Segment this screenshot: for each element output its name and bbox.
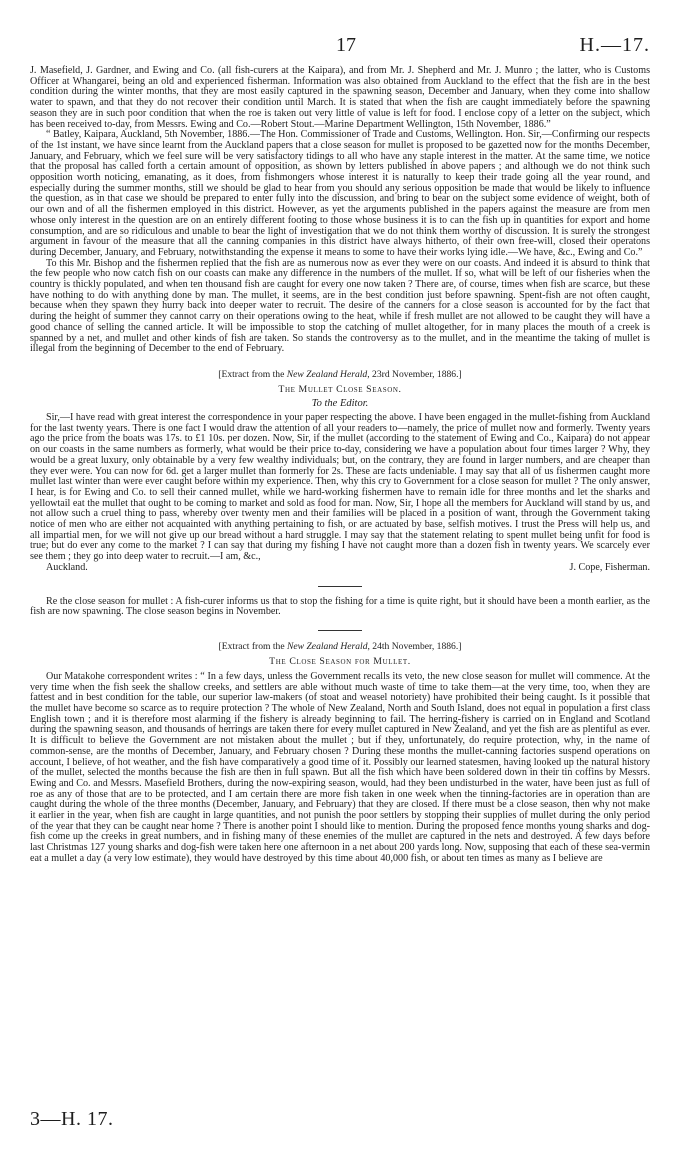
page-header	[30, 34, 650, 62]
signoff-place: Auckland.	[46, 561, 88, 573]
newspaper-name: New Zealand Herald	[286, 368, 368, 380]
extract-heading-1: [Extract from the New Zealand Herald, 23rd November, 1886.]	[218, 368, 462, 380]
page-content	[30, 66, 650, 865]
page-number: 17	[336, 34, 356, 56]
paragraph-ewing-letter: “ Batley, Kaipara, Auckland, 5th November, 1886.—The Hon. Commissioner of Trade and Customs, Wellington. Hon. Sir,—Confirming our respects of the 1st instant, we have since learnt from the Auckland papers that a close season for mullet is proposed to be gazetted now for the months December, January, and February, which we feel sure will be very satisfactory tidings to all who have any staple interest in the matter. At the same time, we notice that the proposal has called forth a certain amount of opposition, as shown by letters published in above papers ; and although we do not think such opposition worth noticing, emanating, as it does, from fishmongers whose interest it is naturally to keep their trade going all the year round, and especially during the summer months, still we should be glad to hear from you should any serious opposition be made that would be likely to influence the question, as in that case we should be prepared to enter fully into the discussion, and bring to bear on the subject some evidence of weight, both of our own and of all the fishermen employed in this district. However, as yet the arguments published in the papers against the measure are from men whose only interest in the question are on an entirely different footing to those whose business it is to can the fish up in quantities for export and home consumption, and are so ridiculous and unable to bear the light of investigation that we do not think them worthy of discussion. It is surely the strongest argument in favour of the measure that all the canning companies in this district have always hitherto, of their own free-will, closed their operatons during December, January, and February, notwithstanding the expense it means to some to have their works lying idle.—We have, &c., Ewing and Co.”	[30, 129, 650, 258]
paragraph-cope-letter: Sir,—I have read with great interest the correspondence in your paper respecting the above. I have been engaged in the mullet-fishing from Auckland for the last twenty years. There is one fact I would draw the attention of all your readers to—namely, the price of mullet now and formerly. Twenty years ago the price from the boats was 17s. to £1 10s. per dozen. Now, Sir, if the mullet (according to the statement of Ewing and Co., Kaipara) do not appear on our coasts in the same numbers as formerly, what would be their price to-day, considering we have a population about four times larger ? Why, they would be a great luxury, only obtainable by a very few wealthy individuals; but, on the contrary, they are found in larger numbers, and are cheaper than they ever were. You can now for 6d. get a larger mullet than formerly for 2s. These are facts undeniable. I may say that all of us fishermen caught more mullet last winter than were ever caught before within my experience. Then, why this cry to Government for a close season for mullet ? The only answer, I hear, is for Ewing and Co. to sell their canned mullet, while we hard-working fishermen have to remain idle for three months and let the sharks and yellowtail eat the mullet that ought to be coming to market and sold as food for man. Now, Sir, I hope all the members for Auckland will stand by us, and not allow such a cruel thing to pass, whereby over twenty men and their families will be placed in a position of want, through the Government taking notice of men who are either not acquainted with anything pertaining to fish, or are actuated by base, selfish motives. I trust the Press will help us, and all impartial men, for we will not give up our bread without a hard struggle. I may say that the statement relating to spent mullet being unfit for food is true; but do ever any come to the market ? I can say that during my fishing I have not caught more than a dozen fish in twenty years. We scarcely ever see them ; they go into deep water to recruit.—I am, &c.,	[30, 411, 650, 563]
paragraph-fishermen-reply: To this Mr. Bishop and the fishermen replied that the fish are as numerous now as ever they were on our coasts. And indeed it is absurd to think that the few people who now catch fish on our coasts can make any difference in the numbers of the mullet. If so, what will be left of our fisheries when the country is thickly populated, and when ten thousand fish are caught for every one now taken ? There are, of course, times when fish are scarce, but these have nothing to do with anything done by man. The mullet, it seems, are in the best condition just before spawning. Spent-fish are not often caught, because when they spawn they hurry back into deeper water to recruit. The desire of the canners for a close season is accounted for by the fact that during the height of summer they cannot carry on their operations owing to the heat, while if fresh mullet are not allowed to be caught they will have a good chance of selling the canned article. It will be impossible to stop the catching of mullet altogether, for in many places the mouth of a creek is spanned by a net, and mullet and other kinds of fish are taken. So stands the controversy as to the mullet, and in the meantime the taking of mullet is illegal from the beginning of December to the end of February.	[30, 257, 650, 355]
paragraph-editor-note: Re the close season for mullet : A fish-curer informs us that to stop the fishing for a time is quite right, but it should have been a month earlier, as the fish are now spawning. The close season begins in November.	[30, 595, 650, 618]
subtitle-to-editor: To the Editor.	[311, 397, 369, 409]
extract-heading-2: [Extract from the New Zealand Herald, 24th November, 1886.]	[218, 640, 462, 652]
section-title-close-season-for-mullet: The Close Season for Mullet.	[269, 655, 411, 667]
section-divider	[318, 630, 362, 631]
section-title-mullet-close-season: The Mullet Close Season.	[278, 383, 402, 395]
signoff-signature: J. Cope, Fisherman.	[569, 561, 650, 573]
letter-signoff	[30, 563, 650, 574]
newspaper-name: New Zealand Herald	[287, 640, 368, 652]
paragraph-report: J. Masefield, J. Gardner, and Ewing and Co. (all fish-curers at the Kaipara), and from Mr. J. Shepherd and Mr. J. Munro ; the latter, who is Customs Officer at Whangarei, being an old and experienced fisherman. Information was also obtained from Auckland to the effect that the fish are in the best condition during the winter months, that they are most easily captured in the spawning season, December and January, when they come into shallow water to spawn, and that they do not recover their condition until March. It is stated that when the fish are caught immediately before the spawning season they are in such poor condition that when the roe is taken out very little of value is left for food. I enclose copy of a letter on the subject, which has been received to-day, from Messrs. Ewing and Co.—Robert Stout.—Marine Department Wellington, 15th November, 1886.”	[30, 65, 650, 130]
paragraph-matakohe-correspondent: Our Matakohe correspondent writes : “ In a few days, unless the Government recalls its veto, the new close season for mullet will commence. At the very time when the fish seek the shallow creeks, and settlers are able without much waste of time to take them—at the very time, too, when they are fattest and in best condition for the table, our superior law-makers (of stoat and weasel notoriety) have prohibited their being caught. Is it possible that the mullet have become so scarce as to require protection ? The whole of New Zealand, North and South Island, does not equal in population a first class English town ; and it is therefore most alarming if the fishery is already beginning to fail. The herring-fishery is carried on in England and Scotland during the spawning season, and thousands of herrings are taken there for every mullet captured in New Zealand, and yet the fish are as plentiful as ever. It is difficult to believe the Government are not mistaken about the mullet ; but if they, unfortunately, do require protection, why, in the name of common-sense, are the months of December, January, and February chosen ? During these months the mullet-canning factories suspend operations on account, I believe, of hot weather, and the fish have comparatively a good time of it. Possibly our learned statesmen, having looked up the natural history of the mullet, selected the months because the fish are then in full spawn. But all the fish which have been soldered down in their tin coffins by Messrs. Ewing and Co. and Messrs. Masefield Brothers, during the now-expiring season, would, had they been undisturbed in the water, have been just as full of roe as any of those that are to be protected, and I am certain there are more fish taken in one week when the tinning-factories are in operation than are caught during the whole of the three months (December, January, and February) that they are closed. If there must be a close season, then why not make it earlier in the year, when fish are caught in large quantities, and not punish the poor settlers by stopping their supplies of mullet during the only period of the year that they can be caught near home ? There is another point I should like to mention. During the proposed fence months young sharks and dog-fish come up the creeks in great numbers, and in fishing many of these enemies of the mullet are captured in the nets and destroyed. A few days before last Christmas 127 young sharks and dog-fish were taken here one afternoon in a net about 200 yards long. Now, supposing that each of these sea-vermin eat a mullet a day (a very low estimate), they would have destroyed by this time about 40,000 fish, or about ten times as many as I believe are	[30, 670, 650, 864]
section-divider	[318, 586, 362, 587]
signature-mark: 3—H. 17.	[30, 1108, 114, 1130]
document-code: H.—17.	[579, 34, 650, 56]
